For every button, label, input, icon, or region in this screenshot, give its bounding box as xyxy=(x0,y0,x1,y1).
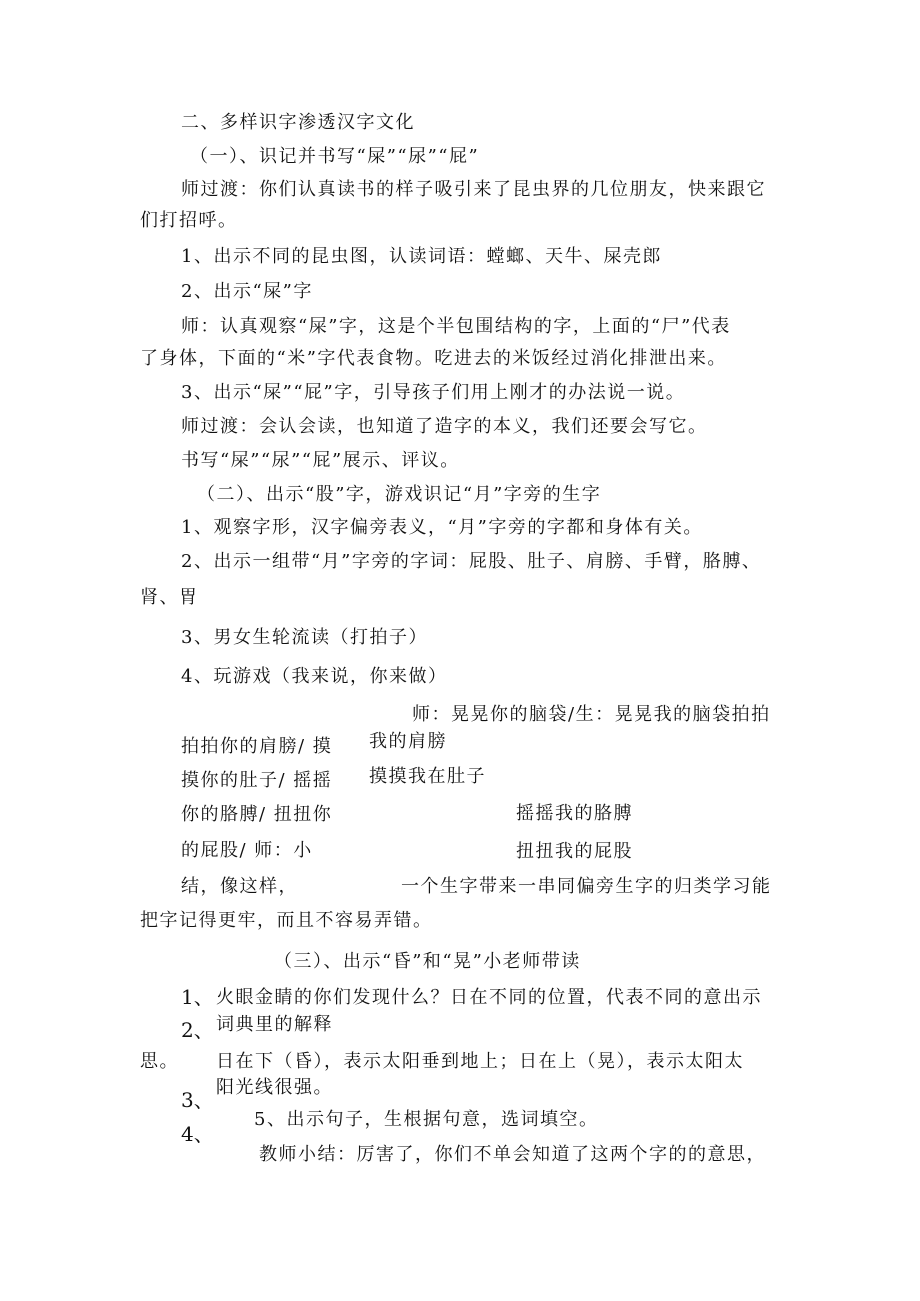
game-left-line-4: 的屁股/ 师：小 xyxy=(181,840,313,861)
transition-paragraph-line-2: 们打招呼。 xyxy=(140,210,238,231)
item-number-1: 1、 xyxy=(181,985,214,1009)
game-left-line-5: 结，像这样， xyxy=(181,876,298,897)
subsection-heading-2: （二）、出示“股”字，游戏识记“月”字旁的生字 xyxy=(197,484,602,505)
item-number-3: 3、 xyxy=(181,1088,214,1112)
meaning-line-1: 日在下（昏），表示太阳垂到地上；日在上（晃），表示太阳太 xyxy=(216,1051,744,1072)
item-number-2: 2、 xyxy=(181,1018,214,1042)
radical-step-2-line-2: 肾、胃 xyxy=(140,587,199,608)
subsection-heading-3: （三）、出示“昏”和“晃”小老师带读 xyxy=(274,951,581,972)
step-3-show-characters: 3、出示“屎”“屁”字，引导孩子们用上刚才的办法说一说。 xyxy=(181,382,686,403)
game-right-line-5: 扭扭我的屁股 xyxy=(516,841,633,862)
section-heading: 二、多样识字渗透汉字文化 xyxy=(181,112,415,133)
game-right-line-2: 我的肩膀 xyxy=(369,731,447,752)
subsection-heading-1: （一）、识记并书写“屎”“尿”“屁” xyxy=(190,146,480,167)
summary-line-2: 把字记得更牢，而且不容易弄错。 xyxy=(140,910,433,931)
game-right-line-3: 摸摸我在肚子 xyxy=(369,766,486,787)
game-left-line-1: 拍拍你的肩膀/ 摸 xyxy=(181,736,333,757)
teacher-summary: 教师小结：厉害了，你们不单会知道了这两个字的的意思， xyxy=(259,1144,766,1165)
transition-paragraph-2: 师过渡：会认会读，也知道了造字的本义，我们还要会写它。 xyxy=(181,416,708,437)
meaning-prefix: 思。 xyxy=(140,1051,179,1072)
meaning-line-2: 阳光线很强。 xyxy=(216,1077,333,1098)
game-left-line-2: 摸你的肚子/ 摇摇 xyxy=(181,770,333,791)
step-5-fill-in: 5、出示句子，生根据句意，选词填空。 xyxy=(254,1109,599,1130)
item-number-4: 4、 xyxy=(181,1122,214,1146)
teacher-explanation-line-2: 了身体，下面的“米”字代表食物。吃进去的米饭经过消化排泄出来。 xyxy=(140,348,727,369)
transition-paragraph-line-1: 师过渡：你们认真读书的样子吸引来了昆虫界的几位朋友，快来跟它 xyxy=(181,179,766,200)
radical-step-2-line-1: 2、出示一组带“月”字旁的字词：屁股、肚子、肩膀、手臂，胳膊、 xyxy=(181,551,762,572)
game-right-line-4: 摇摇我的胳膊 xyxy=(516,803,633,824)
step-1-insect-words: 1、出示不同的昆虫图，认读词语：螳螂、天牛、屎壳郎 xyxy=(181,246,662,267)
summary-line-1: 一个生字带来一串同偏旁生字的归类学习能 xyxy=(401,876,772,897)
step-2-show-character: 2、出示“屎”字 xyxy=(181,281,313,302)
writing-activity: 书写“屎”“尿”“屁”展示、评议。 xyxy=(181,450,460,471)
question-2: 词典里的解释 xyxy=(216,1014,333,1035)
radical-step-3: 3、男女生轮流读（打拍子） xyxy=(181,627,428,648)
radical-step-1: 1、观察字形，汉字偏旁表义，“月”字旁的字都和身体有关。 xyxy=(181,517,703,538)
game-left-line-3: 你的胳膊/ 扭扭你 xyxy=(181,804,333,825)
question-1: 火眼金睛的你们发现什么？日在不同的位置，代表不同的意出示 xyxy=(216,987,762,1008)
radical-step-4: 4、玩游戏（我来说，你来做） xyxy=(181,666,448,687)
game-right-line-1: 师：晃晃你的脑袋/生：晃晃我的脑袋拍拍 xyxy=(412,704,771,725)
teacher-explanation-line-1: 师：认真观察“屎”字，这是个半包围结构的字，上面的“尸”代表 xyxy=(181,316,731,337)
